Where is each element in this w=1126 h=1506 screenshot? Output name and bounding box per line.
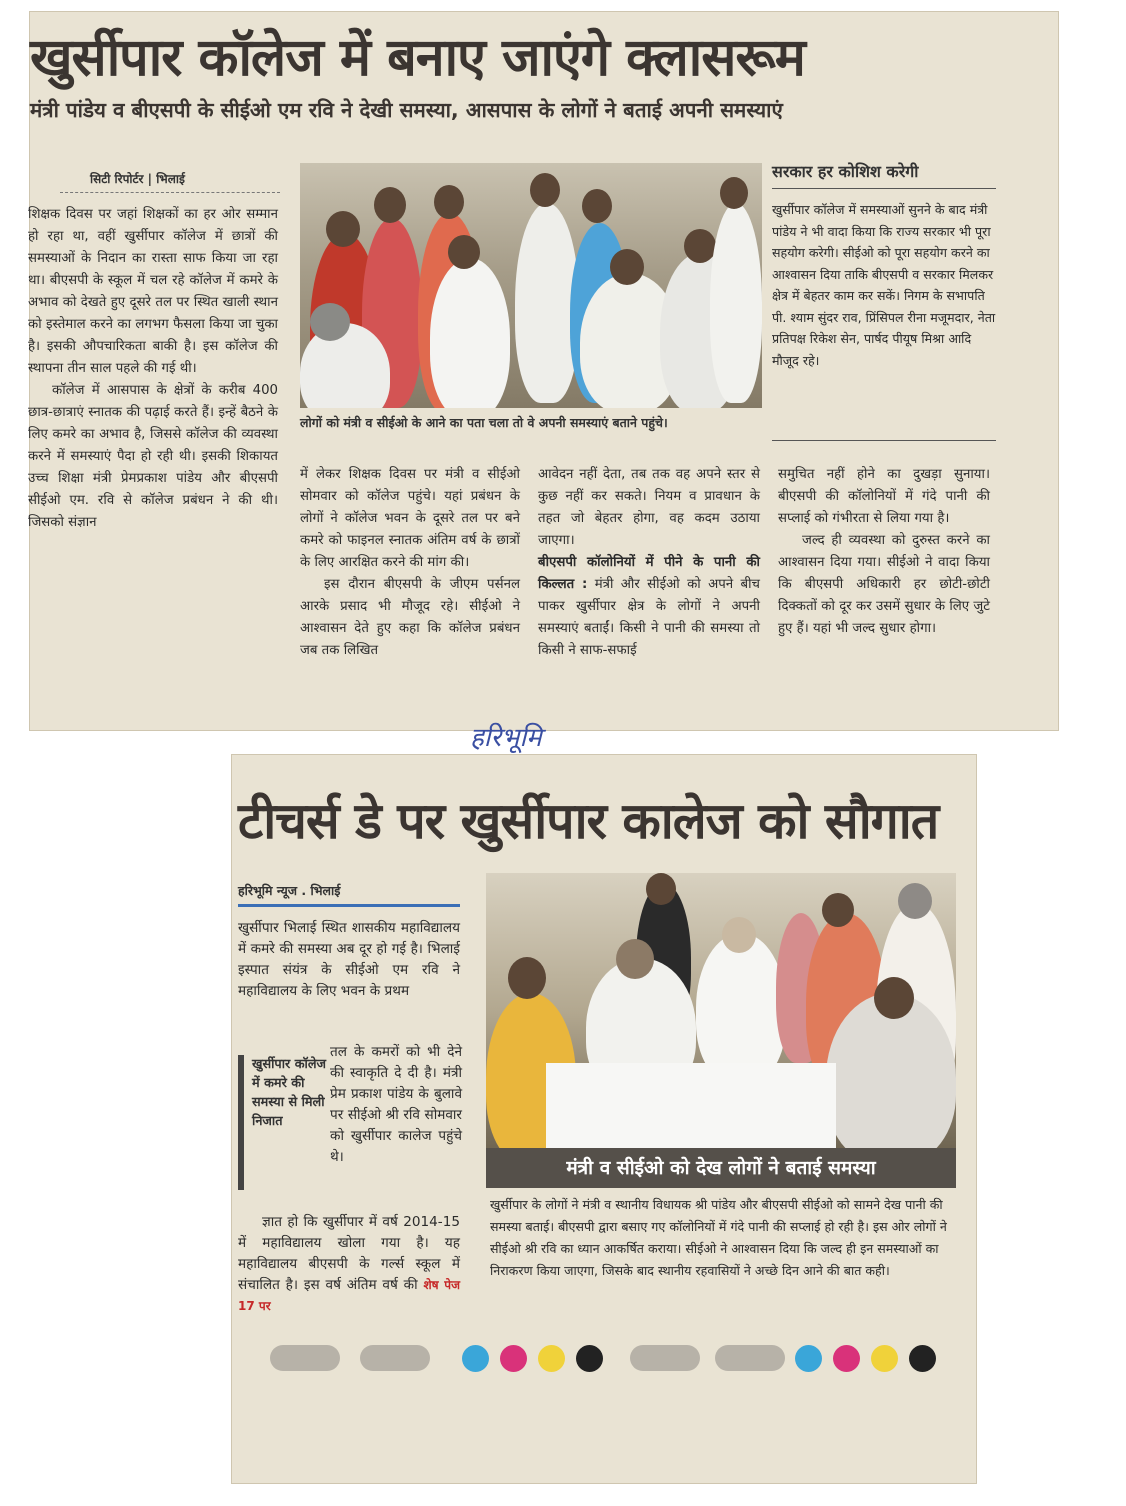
handwritten-source-note: हरिभूमि [470,723,542,753]
byline-divider [60,192,280,193]
pullquote-text: खुर्सीपार कॉलेज में कमरे की समस्या से मिली निजात [252,1057,327,1129]
article1-paragraph: कॉलेज में आसपास के क्षेत्रों के करीब 400 छात्र-छात्राएं स्नातक की पढ़ाई करते हैं। इन्हें बैठने के लिए कमरे का अभाव है, जिससे कॉलेज की व्यवस्था करने में समस्याएं पैदा हो रही थी। इसकी शिकायत उच्च शिक्षा मंत्री प्रेमप्रकाश पांडेय और बीएसपी सीईओ एम. रवि से कॉलेज प्रबंधन ने की थी। जिसको संज्ञान [28,383,278,530]
article2-body-top: खुर्सीपार भिलाई स्थित शासकीय महाविद्यालय में कमरे की समस्या अब दूर हो गई है। भिलाई इस्पात संयंत्र के सीईओ एम रवि ने महाविद्यालय के लिए भवन के प्रथम [238,920,460,999]
article1-paragraph: मंत्री और सीईओ को अपने बीच पाकर खुर्सीपार क्षेत्र के लोगों ने अपनी समस्याएं बताईं। किसी ने पानी की समस्या तो किसी ने साफ-सफाई [538,577,761,658]
sidebar-bottom-rule [772,440,996,441]
article1-column-1 [28,204,278,534]
article2-headline: टीचर्स डे पर खुर्सीपार कालेज को सौगात [238,792,939,850]
registration-dot-yellow [871,1345,898,1372]
registration-dot-cyan [462,1345,489,1372]
article1-column-2 [300,464,520,662]
registration-oval [715,1345,785,1371]
article1-paragraph: आवेदन नहीं देता, तब तक वह अपने स्तर से कुछ नहीं कर सकते। नियम व प्रावधान के तहत जो बेहतर होगा, वह कदम उठाया जाएगा। [538,467,760,548]
article2-photo [486,873,956,1153]
registration-dot-magenta [500,1345,527,1372]
registration-dot-black [576,1345,603,1372]
article1-byline: सिटी रिपोर्टर | भिलाई [90,172,185,186]
article1-paragraph: में लेकर शिक्षक दिवस पर मंत्री व सीईओ सोमवार को कॉलेज पहुंचे। यहां प्रबंधन के लोगों ने कॉलेज भवन के दूसरे तल पर बने कमरे को फाइनल स्नातक अंतिम वर्ष के छात्रों के लिए आरक्षित करने की मांग की। [300,467,520,570]
article1-column-4 [778,464,990,640]
photo-caption-title: मंत्री व सीईओ को देख लोगों ने बताई समस्या [566,1157,876,1179]
article1-photo-caption: लोगों को मंत्री व सीईओ के आने का पता चला तो वे अपनी समस्याएं बताने पहुंचे। [300,415,668,430]
registration-dot-yellow [538,1345,565,1372]
print-registration-strip [270,1345,950,1375]
article1-paragraph: इस दौरान बीएसपी के जीएम पर्सनल आरके प्रसाद भी मौजूद रहे। सीईओ ने आश्वासन देते हुए कहा कि कॉलेज प्रबंधन जब तक लिखित [300,577,520,658]
article1-subheadline: मंत्री पांडेय व बीएसपी के सीईओ एम रवि ने देखी समस्या, आसपास के लोगों ने बताई अपनी समस्याएं [30,98,783,122]
article2-pullquote [238,1055,332,1190]
registration-dot-magenta [833,1345,860,1372]
article1-subhead: बीएसपी कॉलोनियों में पीने के पानी की किल्लत : [538,555,760,592]
article1-paragraph: जल्द ही व्यवस्था को दुरुस्त करने का आश्वासन दिया गया। सीईओ ने वादा किया कि बीएसपी अधिकारी हर छोटी-छोटी दिक्कतों को दूर कर उसमें सुधार के लिए जुटे हुए हैं। यहां भी जल्द सुधार होगा। [778,533,990,636]
article1-column-3 [538,464,760,662]
article2-paragraph: ज्ञात हो कि खुर्सीपार में वर्ष 2014-15 में महाविद्यालय खोला गया है। यह महाविद्यालय बीएसपी के गर्ल्स स्कूल में संचालित है। इस वर्ष अंतिम वर्ष की [238,1214,460,1293]
article1-paragraph: समुचित नहीं होने का दुखड़ा सुनाया। बीएसपी की कॉलोनियों में गंदे पानी की सप्लाई को गंभीरता से लिया गया है। [778,467,990,526]
article1-headline: खुर्सीपार कॉलेज में बनाए जाएंगे क्लासरूम [30,28,805,88]
registration-dot-black [909,1345,936,1372]
registration-dot-cyan [795,1345,822,1372]
registration-oval [360,1345,430,1371]
article2-body-bottom [238,1212,460,1317]
sidebar-title: सरकार हर कोशिश करेगी [772,162,919,181]
sidebar-divider [772,188,996,189]
article2-caption-bar [486,1148,956,1188]
article2-photo-caption: खुर्सीपार के लोगों ने मंत्री व स्थानीय विधायक श्री पांडेय और बीएसपी सीईओ को सामने देख पानी की समस्या बताई। बीएसपी द्वारा बसाए गए कॉलोनियों में गंदे पानी की सप्लाई हो रही है। इस ओर लोगों ने सीईओ श्री रवि का ध्यान आकर्षित कराया। सीईओ ने आश्वासन दिया कि जल्द ही इन समस्याओं का निराकरण किया जाएगा, जिसके बाद स्थानीय रहवासियों ने अच्छे दिन आने की बात कही। [490,1197,947,1278]
article1-paragraph: शिक्षक दिवस पर जहां शिक्षकों का हर ओर सम्मान हो रहा था, वहीं खुर्सीपार कॉलेज में छात्रों की समस्याओं के निदान का रास्ता साफ किया जा रहा था। बीएसपी के स्कूल में चल रहे कॉलेज में कमरे के अभाव को देखते हुए दूसरे तल पर स्थित खाली स्थान को इस्तेमाल करने का लगभग फैसला किया जा चुका है। इसकी औपचारिकता बाकी है। इस कॉलेज की स्थापना तीन साल पहले की गई थी। [28,207,278,376]
article2-byline: हरिभूमि न्यूज . भिलाई [238,883,341,898]
registration-oval [270,1345,340,1371]
registration-oval [630,1345,700,1371]
sidebar-text: खुर्सीपार कॉलेज में समस्याओं सुनने के बाद मंत्री पांडेय ने भी वादा किया कि राज्य सरकार भी पूरा सहयोग करेगी। सीईओ को पूरा सहयोग करने का आश्वासन दिया ताकि बीएसपी व सरकार मिलकर क्षेत्र में बेहतर काम कर सकें। निगम के सभापति पी. श्याम सुंदर राव, प्रिंसिपल रीना मजूमदार, नेता प्रतिपक्ष रिकेश सेन, पार्षद पीयूष मिश्रा आदि मौजूद रहे। [772,202,996,368]
article1-photo [300,163,762,408]
continued-on-page: शेष पेज 17 पर [238,1278,460,1313]
byline-divider [238,904,460,907]
article2-body-middle: तल के कमरों को भी देने की स्वाकृति दे दी है। मंत्री प्रेम प्रकाश पांडेय के बुलावे पर सीईओ श्री रवि सोमवार को खुर्सीपार कालेज पहुंचे थे। [330,1044,462,1165]
article1-sidebar [772,160,996,440]
